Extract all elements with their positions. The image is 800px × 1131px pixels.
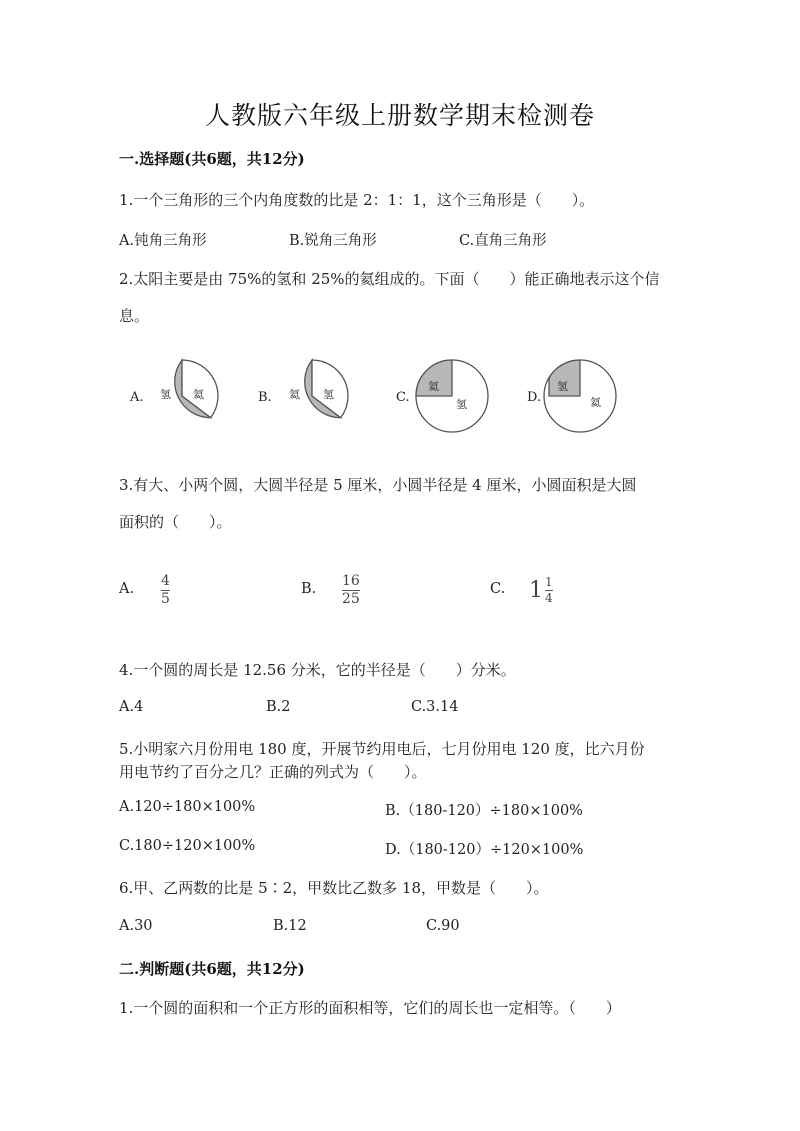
question-2-line1: 2.太阳主要是由 75%的氢和 25%的氦组成的。下面（ ）能正确地表示这个信	[119, 270, 660, 288]
chart-c-large-text: 氢	[456, 398, 467, 411]
section-heading-choice: 一.选择题(共6题，共12分)	[119, 150, 305, 168]
section-heading-judgment: 二.判断题(共6题，共12分)	[119, 960, 305, 978]
chart-a-label: A.	[130, 390, 144, 405]
q3-option-a-label: A.	[119, 581, 135, 597]
question-2-line2: 息。	[119, 307, 150, 325]
q3-option-a-fraction	[161, 574, 170, 607]
q1-option-c: C.直角三角形	[459, 233, 547, 249]
chart-b-right-text: 氢	[323, 388, 334, 401]
q5-option-c: C.180÷120×100%	[119, 838, 256, 854]
q5-option-a: A.120÷180×100%	[119, 799, 256, 815]
chart-d-small-text: 氢	[557, 380, 568, 393]
q3-c-numerator: 1	[545, 575, 553, 589]
q1-option-a: A.钝角三角形	[119, 233, 207, 249]
chart-b-left-text: 氦	[289, 388, 300, 401]
question-4: 4.一个圆的周长是 12.56 分米，它的半径是（ ）分米。	[119, 661, 516, 679]
chart-a-right-text: 氦	[193, 388, 204, 401]
q6-option-c: C.90	[426, 918, 460, 934]
q3-c-whole: 1	[529, 578, 543, 603]
q4-option-c: C.3.14	[411, 699, 459, 715]
q3-a-denominator: 5	[161, 591, 170, 607]
chart-d-label: D.	[527, 390, 542, 405]
judgment-question-1: 1.一个圆的面积和一个正方形的面积相等，它们的周长也一定相等。（ ）	[119, 999, 621, 1017]
question-6: 6.甲、乙两数的比是 5∶2，甲数比乙数多 18，甲数是（ ）。	[119, 879, 549, 897]
chart-a-left-text: 氢	[160, 388, 171, 401]
chart-b-label: B.	[258, 390, 272, 405]
question-5-line1: 5.小明家六月份用电 180 度，开展节约用电后，七月份用电 120 度，比六月份	[119, 740, 645, 758]
q3-b-numerator: 16	[342, 573, 360, 589]
page-title: 人教版六年级上册数学期末检测卷	[204, 101, 595, 130]
q4-option-a: A.4	[119, 699, 144, 715]
chart-c-small-text: 氦	[428, 380, 439, 393]
q3-option-b-label: B.	[301, 581, 317, 597]
question-3-line2: 面积的（ ）。	[119, 513, 232, 531]
q5-option-b: B.（180-120）÷180×100%	[385, 803, 583, 819]
chart-d-large-text: 氦	[590, 396, 601, 409]
q3-c-denominator: 4	[545, 591, 553, 605]
q1-option-b: B.锐角三角形	[289, 233, 377, 249]
q4-option-b: B.2	[266, 699, 291, 715]
q6-option-b: B.12	[273, 918, 307, 934]
question-5-line2: 用电节约了百分之几？正确的列式为（ ）。	[119, 763, 427, 781]
q3-b-denominator: 25	[342, 591, 360, 607]
q2-pie-charts	[0, 350, 800, 440]
question-3-line1: 3.有大、小两个圆，大圆半径是 5 厘米，小圆半径是 4 厘米，小圆面积是大圆	[119, 476, 637, 494]
question-1: 1.一个三角形的三个内角度数的比是 2：1：1，这个三角形是（ ）。	[119, 191, 595, 209]
q3-option-c-label: C.	[490, 581, 506, 597]
q3-option-b-fraction	[342, 574, 360, 607]
q5-option-d: D.（180-120）÷120×100%	[385, 842, 584, 858]
q6-option-a: A.30	[119, 918, 153, 934]
chart-c-label: C.	[396, 390, 410, 405]
q3-option-c-mixed-number	[529, 576, 553, 605]
q3-a-numerator: 4	[161, 573, 170, 589]
